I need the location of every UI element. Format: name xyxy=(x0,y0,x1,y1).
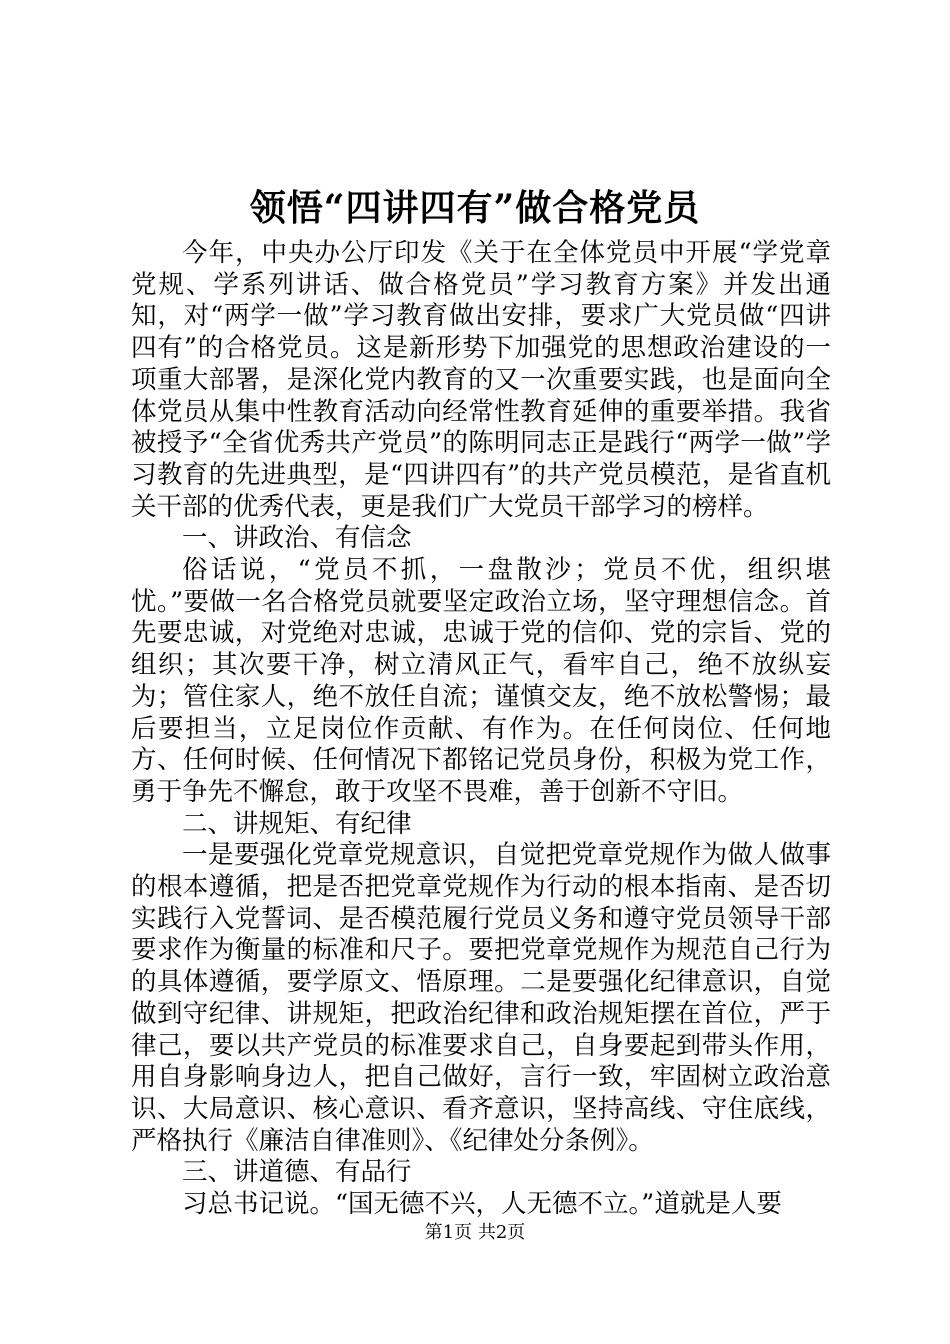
document-body xyxy=(131,238,831,1221)
intro-paragraph: 今年，中央办公厅印发《关于在全体党员中开展“学党章党规、学系列讲话、做合格党员”学习教育方案》并发出通知，对“两学一做”学习教育做出安排，要求广大党员做“四讲四有”的合格党员。这是新形势下加强党的思想政治建设的一项重大部署，是深化党内教育的又一次重要实践，也是面向全体党员从集中性教育活动向经常性教育延伸的重要举措。我省被授予“全省优秀共产党员”的陈明同志正是践行“两学一做”学习教育的先进典型，是“四讲四有”的共产党员模范，是省直机关干部的优秀代表，更是我们广大党员干部学习的榜样。 xyxy=(131,238,831,522)
section-3-paragraph: 习总书记说。“国无德不兴，人无德不立。”道就是人要 xyxy=(182,1189,782,1220)
section-heading-2: 二、讲规矩、有纪律 xyxy=(182,808,412,839)
document-title: 领悟“四讲四有”做合格党员 xyxy=(249,187,701,229)
section-2-paragraph: 一是要强化党章党规意识，自觉把党章党规作为做人做事的根本遵循，把是否把党章党规作为行动的根本指南、是否切实践行入党誓词、是否模范履行党员义务和遵守党员领导干部要求作为衡量的标准和尺子。要把党章党规作为规范自己行为的具体遵循，要学原文、悟原理。二是要强化纪律意识，自觉做到守纪律、讲规矩，把政治纪律和政治规矩摆在首位，严于律己，要以共产党员的标准要求自己，自身要起到带头作用，用自身影响身边人，把自己做好，言行一致，牢固树立政治意识、大局意识、核心意识、看齐意识，坚持高线、守住底线，严格执行《廉洁自律准则》、《纪律处分条例》。 xyxy=(131,840,831,1156)
section-1-paragraph: 俗话说，“党员不抓，一盘散沙；党员不优，组织堪忧。”要做一名合格党员就要坚定政治立场，坚守理想信念。首先要忠诚，对党绝对忠诚，忠诚于党的信仰、党的宗旨、党的组织；其次要干净，树立清风正气，看牢自己，绝不放纵妄为；管住家人，绝不放任自流；谨慎交友，绝不放松警惕；最后要担当，立足岗位作贡献、有作为。在任何岗位、任何地方、任何时候、任何情况下都铭记党员身份，积极为党工作，勇于争先不懈怠，敢于攻坚不畏难，善于创新不守旧。 xyxy=(131,555,831,807)
section-heading-3: 三、讲道德、有品行 xyxy=(182,1157,412,1188)
page-footer: 第1页 共2页 xyxy=(424,1222,526,1243)
section-heading-1: 一、讲政治、有信念 xyxy=(182,523,412,554)
